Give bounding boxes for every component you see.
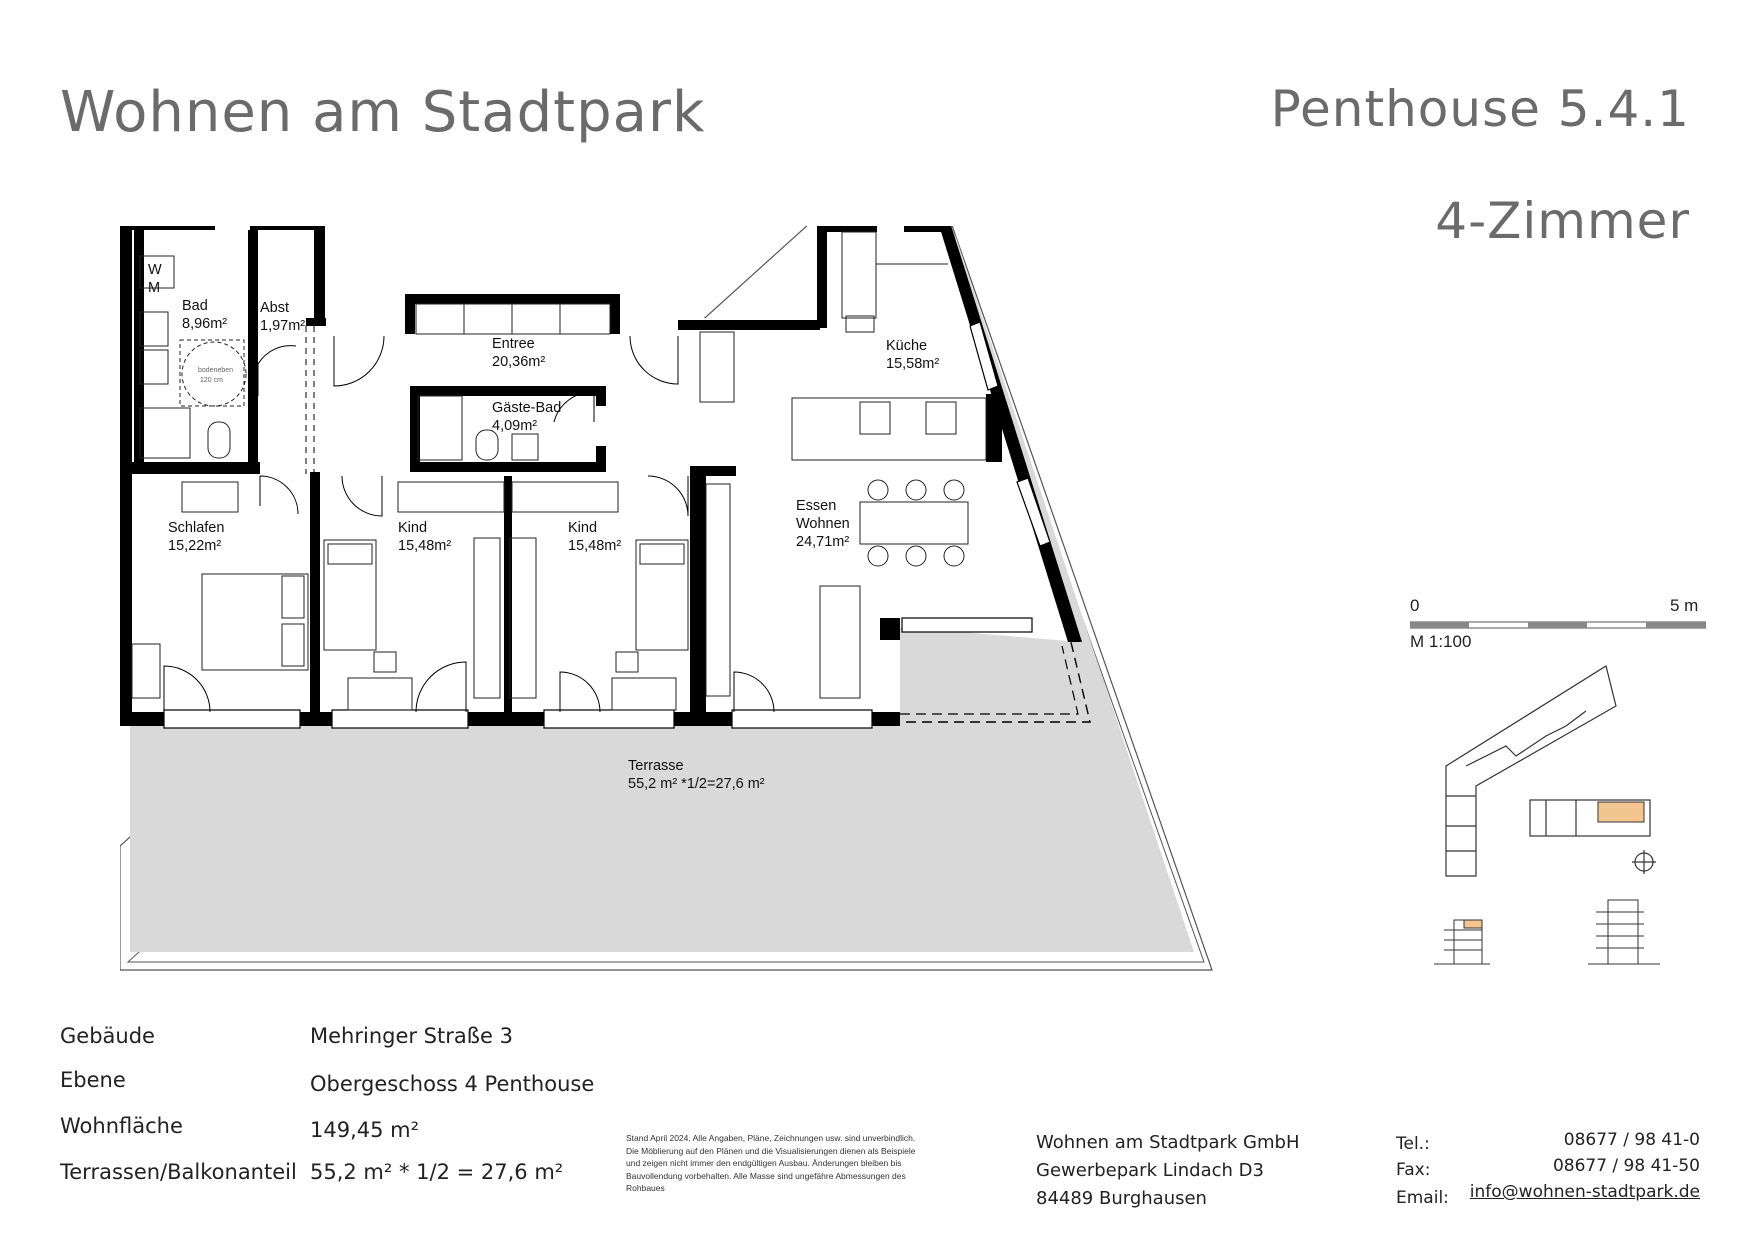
email-label: Email: — [1396, 1188, 1449, 1208]
room-area-kind-2: 15,48m² — [568, 538, 622, 554]
scale-ratio: M 1:100 — [1410, 632, 1472, 651]
wm-w-label: W — [148, 262, 162, 278]
room-name-kind-1: Kind — [398, 520, 428, 536]
wohnflaeche-value: 149,45 m² — [310, 1118, 420, 1142]
company-name: Wohnen am Stadtpark GmbH — [1036, 1132, 1300, 1153]
company-city: 84489 Burghausen — [1036, 1188, 1207, 1209]
section-right — [1588, 896, 1660, 966]
disclaimer: Stand April 2024. Alle Angaben, Pläne, Zeichnungen usw. sind unverbindlich. Die Möblierung auf den Plänen und die Visualisierungen dienen als Beispiele und zeigen nicht immer den endgültigen Ausbau. Änderungen bleiben bis Bauvollendung vorbehalten. Alle Masse sind ungefähre Abmessungen des Rohbaues — [626, 1133, 916, 1193]
room-name-wohnen: Wohnen — [796, 516, 850, 532]
room-name-abst: Abst — [260, 300, 290, 316]
room-name-terrasse: Terrasse — [628, 758, 684, 774]
room-name-schlafen: Schlafen — [168, 520, 225, 536]
room-area-entree: 20,36m² — [492, 354, 546, 370]
wohnflaeche-label: Wohnfläche — [60, 1114, 183, 1138]
room-area-gaeste-bad: 4,09m² — [492, 418, 538, 434]
unit-type: 4-Zimmer — [1435, 192, 1690, 250]
section-left — [1434, 914, 1490, 966]
room-area-abst: 1,97m² — [260, 318, 306, 334]
gebaeude-value: Mehringer Straße 3 — [310, 1024, 513, 1048]
floor-plan — [120, 226, 1260, 996]
room-area-kind-1: 15,48m² — [398, 538, 452, 554]
room-area-terrasse: 55,2 m² *1/2=27,6 m² — [628, 776, 765, 792]
fax-label: Fax: — [1396, 1160, 1431, 1180]
unit-highlight — [1598, 802, 1644, 822]
room-area-schlafen: 15,22m² — [168, 538, 222, 554]
tel-value: 08677 / 98 41-0 — [1563, 1130, 1700, 1150]
scale-end: 5 m — [1670, 596, 1699, 615]
room-name-kind-2: Kind — [568, 520, 598, 536]
scale-start: 0 — [1410, 596, 1420, 615]
scale-bar — [1410, 620, 1706, 632]
room-area-essen: 24,71m² — [796, 534, 850, 550]
ebene-value: Obergeschoss 4 Penthouse — [310, 1072, 595, 1096]
wm-m-label: M — [148, 280, 161, 296]
site-plan — [1436, 656, 1676, 888]
company-street: Gewerbepark Lindach D3 — [1036, 1160, 1264, 1181]
room-name-bad: Bad — [182, 298, 208, 314]
fax-value: 08677 / 98 41-50 — [1552, 1156, 1700, 1176]
project-title: Wohnen am Stadtpark — [60, 80, 706, 145]
terrasse-value: 55,2 m² * 1/2 = 27,6 m² — [310, 1160, 564, 1184]
room-name-entree: Entree — [492, 336, 535, 352]
room-name-essen: Essen — [796, 498, 837, 514]
room-area-kueche: 15,58m² — [886, 356, 940, 372]
tel-label: Tel.: — [1396, 1134, 1430, 1154]
room-name-gaeste-bad: Gäste-Bad — [492, 400, 562, 416]
room-area-bad: 8,96m² — [182, 316, 228, 332]
terrasse-label: Terrassen/Balkonanteil — [60, 1160, 297, 1184]
ebene-label: Ebene — [60, 1068, 126, 1092]
shower-label-2: 120 cm — [200, 377, 223, 384]
room-name-kueche: Küche — [886, 338, 928, 354]
gebaeude-label: Gebäude — [60, 1024, 155, 1048]
shower-label-1: bodeneben — [198, 367, 234, 374]
email-link[interactable]: info@wohnen-stadtpark.de — [1469, 1182, 1700, 1202]
unit-title: Penthouse 5.4.1 — [1270, 80, 1690, 138]
